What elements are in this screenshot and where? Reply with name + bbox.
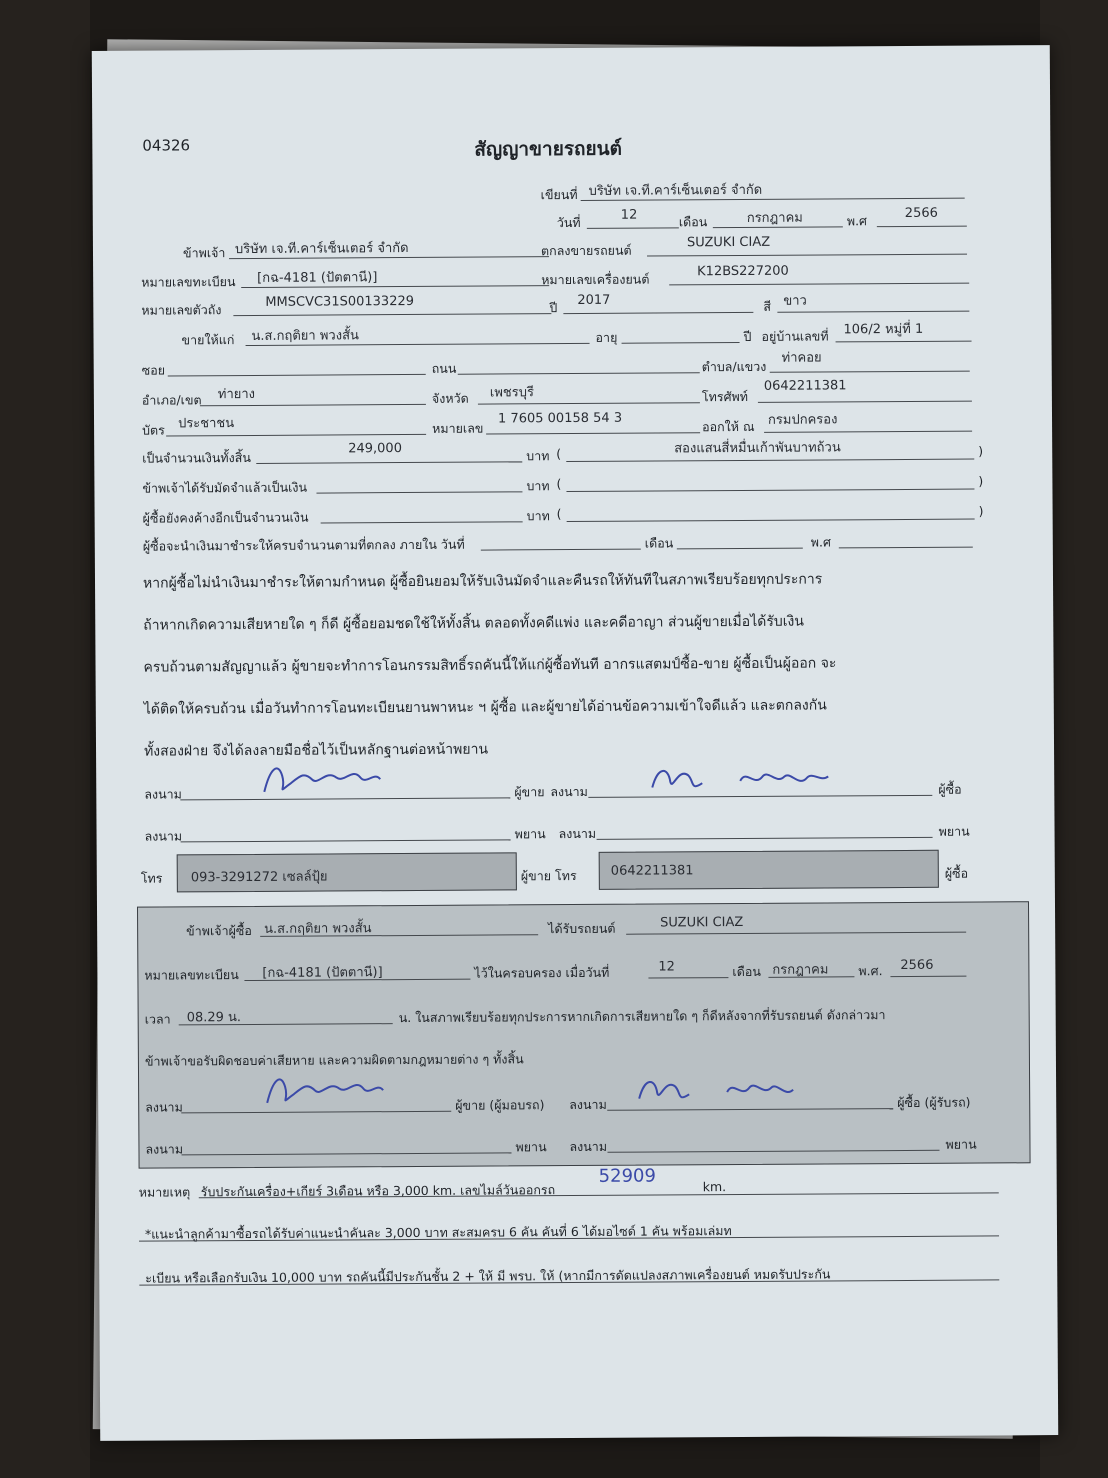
- color-label: สี: [763, 298, 772, 314]
- card-type-line: [166, 434, 426, 437]
- date-label: วันที่: [556, 214, 581, 231]
- receipt-buyer-role: ผู้ซื้อ (ผู้รับรถ): [897, 1094, 971, 1111]
- engine-line: [669, 283, 969, 286]
- seller-label: ข้าพเจ้า: [182, 245, 226, 261]
- model-year-line: [563, 312, 753, 314]
- witness2-line: [597, 837, 933, 840]
- total-baht: บาท: [526, 448, 550, 464]
- phone-value: 0642211381: [763, 378, 847, 394]
- road-label: ถนน: [431, 360, 457, 376]
- seller-sign-label: ลงนาม: [144, 786, 182, 802]
- remaining-baht: บาท: [526, 508, 550, 524]
- buyer-signature: [648, 756, 848, 797]
- witness1-sign-label: ลงนาม: [144, 828, 183, 844]
- card-no-line: [486, 432, 700, 434]
- deposit-text-line: [566, 489, 974, 492]
- deposit-close-paren: ): [978, 473, 984, 489]
- card-no-value: 1 7605 00158 54 3: [497, 410, 623, 427]
- remaining-line: [321, 521, 523, 523]
- terms-line-4: ได้ติดให้ครบถ้วน เมื่อวันทำการโอนทะเบียนยานพาหนะ ฯ ผู้ซื้อ และผู้ขายได้อ่านข้อความเข้าใจดีแล้ว และตกลงกัน: [143, 697, 827, 718]
- receipt-responsibility: ข้าพเจ้าขอรับผิดชอบค่าเสียหาย และความผิดตามกฎหมายต่าง ๆ ทั้งสิ้น: [144, 1051, 524, 1069]
- month-value: กรกฎาคม: [746, 210, 803, 226]
- due-year-label: พ.ศ: [810, 534, 831, 550]
- district-label: อำเภอ/เขต: [141, 392, 202, 408]
- total-open-paren: (: [556, 446, 562, 462]
- witness1-role: พยาน: [514, 826, 546, 842]
- due-month-line: [677, 548, 803, 550]
- notes-warranty: รับประกันเครื่อง+เกียร์ 3เดือน หรือ 3,000 km. เลขไมล์วันออกรถ: [200, 1182, 556, 1200]
- issued-by-value: กรมปกครอง: [767, 412, 838, 428]
- receipt-buyer-name: น.ส.กฤติยา พวงสั้น: [264, 921, 372, 937]
- agree-label: ตกลงขายรถยนต์: [540, 242, 632, 259]
- due-month-label: เดือน: [644, 535, 674, 551]
- receipt-car: SUZUKI CIAZ: [660, 914, 744, 931]
- total-text-line: [566, 459, 974, 462]
- car-line: [647, 254, 967, 257]
- buyer-sign-label: ลงนาม: [550, 783, 588, 800]
- terms-line-2: ถ้าหากเกิดความเสียหายใด ๆ ก็ดี ผู้ซื้อยอมชดใช้ให้ทั้งสิ้น ตลอดทั้งคดีแพ่ง และคดีอาญา ส่วนผู้ขายเมื่อได้รับเงิน: [143, 613, 804, 634]
- issued-by-line: [764, 431, 972, 433]
- seller-phone-label: โทร: [140, 870, 163, 886]
- receipt-day: 12: [658, 959, 675, 975]
- sell-to-label: ขายให้แก่: [181, 332, 235, 348]
- age-unit: ปี: [743, 328, 752, 344]
- car-value: SUZUKI CIAZ: [686, 234, 771, 251]
- model-year-value: 2017: [577, 292, 611, 308]
- color-line: [777, 311, 969, 313]
- seller-phone-role: ผู้ขาย โทร: [520, 867, 577, 884]
- page-title: สัญญาขายรถยนต์: [474, 137, 623, 161]
- receipt-seller-role: ผู้ขาย (ผู้มอบรถ): [455, 1097, 545, 1113]
- deposit-label: ข้าพเจ้าได้รับมัดจำแล้วเป็นเงิน: [142, 479, 308, 496]
- chassis-line: [233, 313, 551, 316]
- province-value: เพชรบุรี: [489, 385, 534, 401]
- seller-signature: [256, 755, 396, 800]
- notes-referral-1: *แนะนำลูกค้ามาซื้อรถได้รับค่าแนะนำคันละ 3,000 บาท สะสมครบ 6 คัน คันที่ 6 ได้มอไซด์ 1 คัน พร้อมเล่มท: [144, 1223, 732, 1242]
- total-line: [256, 461, 522, 464]
- wood-plank-left: [0, 0, 90, 1478]
- soi-label: ซอย: [141, 362, 166, 378]
- contract-sheet: [92, 45, 1058, 1441]
- province-label: จังหวัด: [431, 390, 469, 406]
- terms-line-3: ครบถ้วนตามสัญญาแล้ว ผู้ขายจะทำการโอนกรรมสิทธิ์รถคันนี้ให้แก่ผู้ซื้อทันที อากรแสตมป์ซื้อ-ขาย ผู้ซื้อเป็นผู้ออก จะ: [143, 655, 837, 676]
- receipt-buyer-signature: [635, 1067, 825, 1108]
- witness1-line: [181, 839, 511, 842]
- age-line: [622, 342, 740, 344]
- road-line: [458, 372, 700, 374]
- receipt-witness2-label: ลงนาม: [569, 1138, 608, 1155]
- due-label: ผู้ซื้อจะนำเงินมาชำระให้ครบจำนวนตามที่ตกลง ภายใน วันที่: [142, 536, 465, 554]
- color-value: ขาว: [783, 293, 807, 309]
- receipt-month: กรกฎาคม: [772, 962, 829, 978]
- house-no-label: อยู่บ้านเลขที่: [761, 328, 829, 344]
- seller-phone: 093-3291272 เซลล์ปุ้ย: [190, 869, 328, 886]
- receipt-buyer-label: ข้าพเจ้าผู้ซื้อ: [186, 922, 252, 939]
- due-day-line: [481, 549, 641, 551]
- chassis-label: หมายเลขตัวถัง: [141, 302, 222, 318]
- receipt-witness1-line: [182, 1152, 512, 1155]
- year-label: พ.ศ: [846, 213, 868, 229]
- seller-role: ผู้ขาย: [514, 784, 545, 800]
- receipt-time: 08.29 น.: [186, 1010, 242, 1026]
- total-label: เป็นจำนวนเงินทั้งสิ้น: [142, 449, 251, 466]
- year-value: 2566: [904, 205, 938, 221]
- notes-km: km.: [702, 1179, 727, 1195]
- phone-label: โทรศัพท์: [701, 388, 749, 405]
- remaining-label: ผู้ซื้อยังคงค้างอีกเป็นจำนวนเงิน: [142, 509, 309, 526]
- receipt-time-label: เวลา: [144, 1011, 171, 1027]
- district-value: ท่ายาง: [217, 386, 256, 403]
- receipt-possession-label: ไว้ในครอบครอง เมื่อวันที่: [474, 964, 610, 981]
- receipt-year-label: พ.ศ.: [858, 963, 883, 979]
- receipt-received-label: ได้รับรถยนต์: [548, 920, 616, 937]
- witness2-sign-label: ลงนาม: [558, 825, 597, 842]
- district-line: [200, 404, 426, 406]
- receipt-year-line: [890, 976, 966, 977]
- total-close-paren: ): [978, 443, 984, 459]
- receipt-condition: น. ในสภาพเรียบร้อยทุกประการหากเกิดการเสียหายใด ๆ ก็ดีหลังจากที่รับรถยนต์ ดังกล่าวมา: [398, 1007, 886, 1026]
- terms-line-5: ทั้งสองฝ่าย จึงได้ลงลายมือชื่อไว้เป็นหลักฐานต่อหน้าพยาน: [143, 741, 489, 760]
- deposit-baht: บาท: [526, 478, 550, 494]
- due-year-line: [839, 547, 973, 549]
- total-value: 249,000: [348, 441, 403, 457]
- receipt-plate-label: หมายเลขทะเบียน: [144, 967, 239, 983]
- written-at-label: เขียนที่: [540, 186, 578, 203]
- engine-label: หมายเลขเครื่องยนต์: [541, 271, 650, 288]
- remaining-open-paren: (: [556, 506, 562, 522]
- house-no-value: 106/2 หมู่ที่ 1: [843, 321, 924, 338]
- receipt-witness2-role: พยาน: [945, 1136, 977, 1152]
- province-line: [478, 402, 700, 404]
- card-no-label: หมายเลข: [432, 420, 484, 436]
- receipt-witness2-line: [607, 1150, 939, 1153]
- notes-mileage: 52909: [598, 1165, 656, 1187]
- receipt-seller-sign-line: [181, 1111, 451, 1114]
- engine-value: K12BS227200: [697, 263, 789, 280]
- witness2-role: พยาน: [938, 823, 970, 839]
- day-value: 12: [620, 207, 638, 223]
- written-at-value: บริษัท เจ.ที.คาร์เซ็นเตอร์ จำกัด: [588, 182, 763, 199]
- buyer-name: น.ส.กฤติยา พวงสั้น: [251, 328, 359, 344]
- day-line: [587, 227, 679, 229]
- total-text: สองแสนสี่หมื่นเก้าพันบาทถ้วน: [674, 440, 841, 457]
- card-label: บัตร: [142, 422, 165, 438]
- remaining-close-paren: ): [978, 503, 984, 519]
- plate-value: [กฉ-4181 (ปัตตานี)]: [257, 270, 378, 286]
- receipt-seller-signature: [259, 1066, 399, 1111]
- receipt-car-line: [626, 932, 966, 935]
- doc-number: 04326: [142, 136, 191, 155]
- notes-label: หมายเหตุ: [138, 1184, 191, 1200]
- subdistrict-value: ท่าคอย: [781, 350, 822, 366]
- receipt-month-label: เดือน: [732, 963, 761, 980]
- receipt-day-line: [648, 977, 728, 978]
- plate-label: หมายเลขทะเบียน: [141, 274, 236, 290]
- card-type-value: ประชาชน: [177, 416, 235, 432]
- year-line: [877, 226, 967, 228]
- receipt-seller-sign-label: ลงนาม: [145, 1099, 183, 1115]
- soi-line: [168, 374, 426, 377]
- chassis-value: MMSCVC31S00133229: [265, 293, 415, 310]
- buyer-phone-role: ผู้ซื้อ: [944, 865, 969, 881]
- deposit-open-paren: (: [556, 476, 562, 492]
- deposit-line: [316, 491, 522, 493]
- model-year-label: ปี: [549, 300, 558, 316]
- receipt-plate: [กฉ-4181 (ปัตตานี)]: [262, 965, 383, 981]
- seller-name: บริษัท เจ.ที.คาร์เซ็นเตอร์ จำกัด: [234, 241, 409, 258]
- subdistrict-line: [770, 371, 970, 373]
- receipt-witness1-label: ลงนาม: [145, 1141, 184, 1157]
- terms-line-1: หากผู้ซื้อไม่นำเงินมาชำระให้ตามกำหนด ผู้ซื้อยินยอมให้รับเงินมัดจำและคืนรถให้ทันทีในสภาพเรียบร้อยทุกประการ: [142, 571, 823, 592]
- receipt-section: [137, 901, 1031, 1168]
- phone-line: [758, 401, 972, 403]
- buyer-role: ผู้ซื้อ: [938, 781, 962, 797]
- age-label: อายุ: [595, 329, 618, 345]
- month-label: เดือน: [678, 214, 708, 230]
- receipt-buyer-sign-label: ลงนาม: [569, 1096, 607, 1113]
- issued-by-label: ออกให้ ณ: [702, 418, 755, 435]
- remaining-text-line: [567, 519, 975, 522]
- house-no-line: [836, 341, 972, 343]
- notes-referral-2: ะเบียน หรือเลือกรับเงิน 10,000 บาท รถคันนี้มีประกันชั้น 2 + ให้ มี พรบ. ให้ (หากมีการดัดแปลงสภาพเครื่องยนต์ หมดรับประกัน: [145, 1266, 831, 1286]
- receipt-year: 2566: [900, 957, 934, 974]
- buyer-phone: 0642211381: [610, 863, 694, 879]
- receipt-witness1-role: พยาน: [515, 1139, 547, 1155]
- subdistrict-label: ตำบล/แขวง: [701, 358, 767, 375]
